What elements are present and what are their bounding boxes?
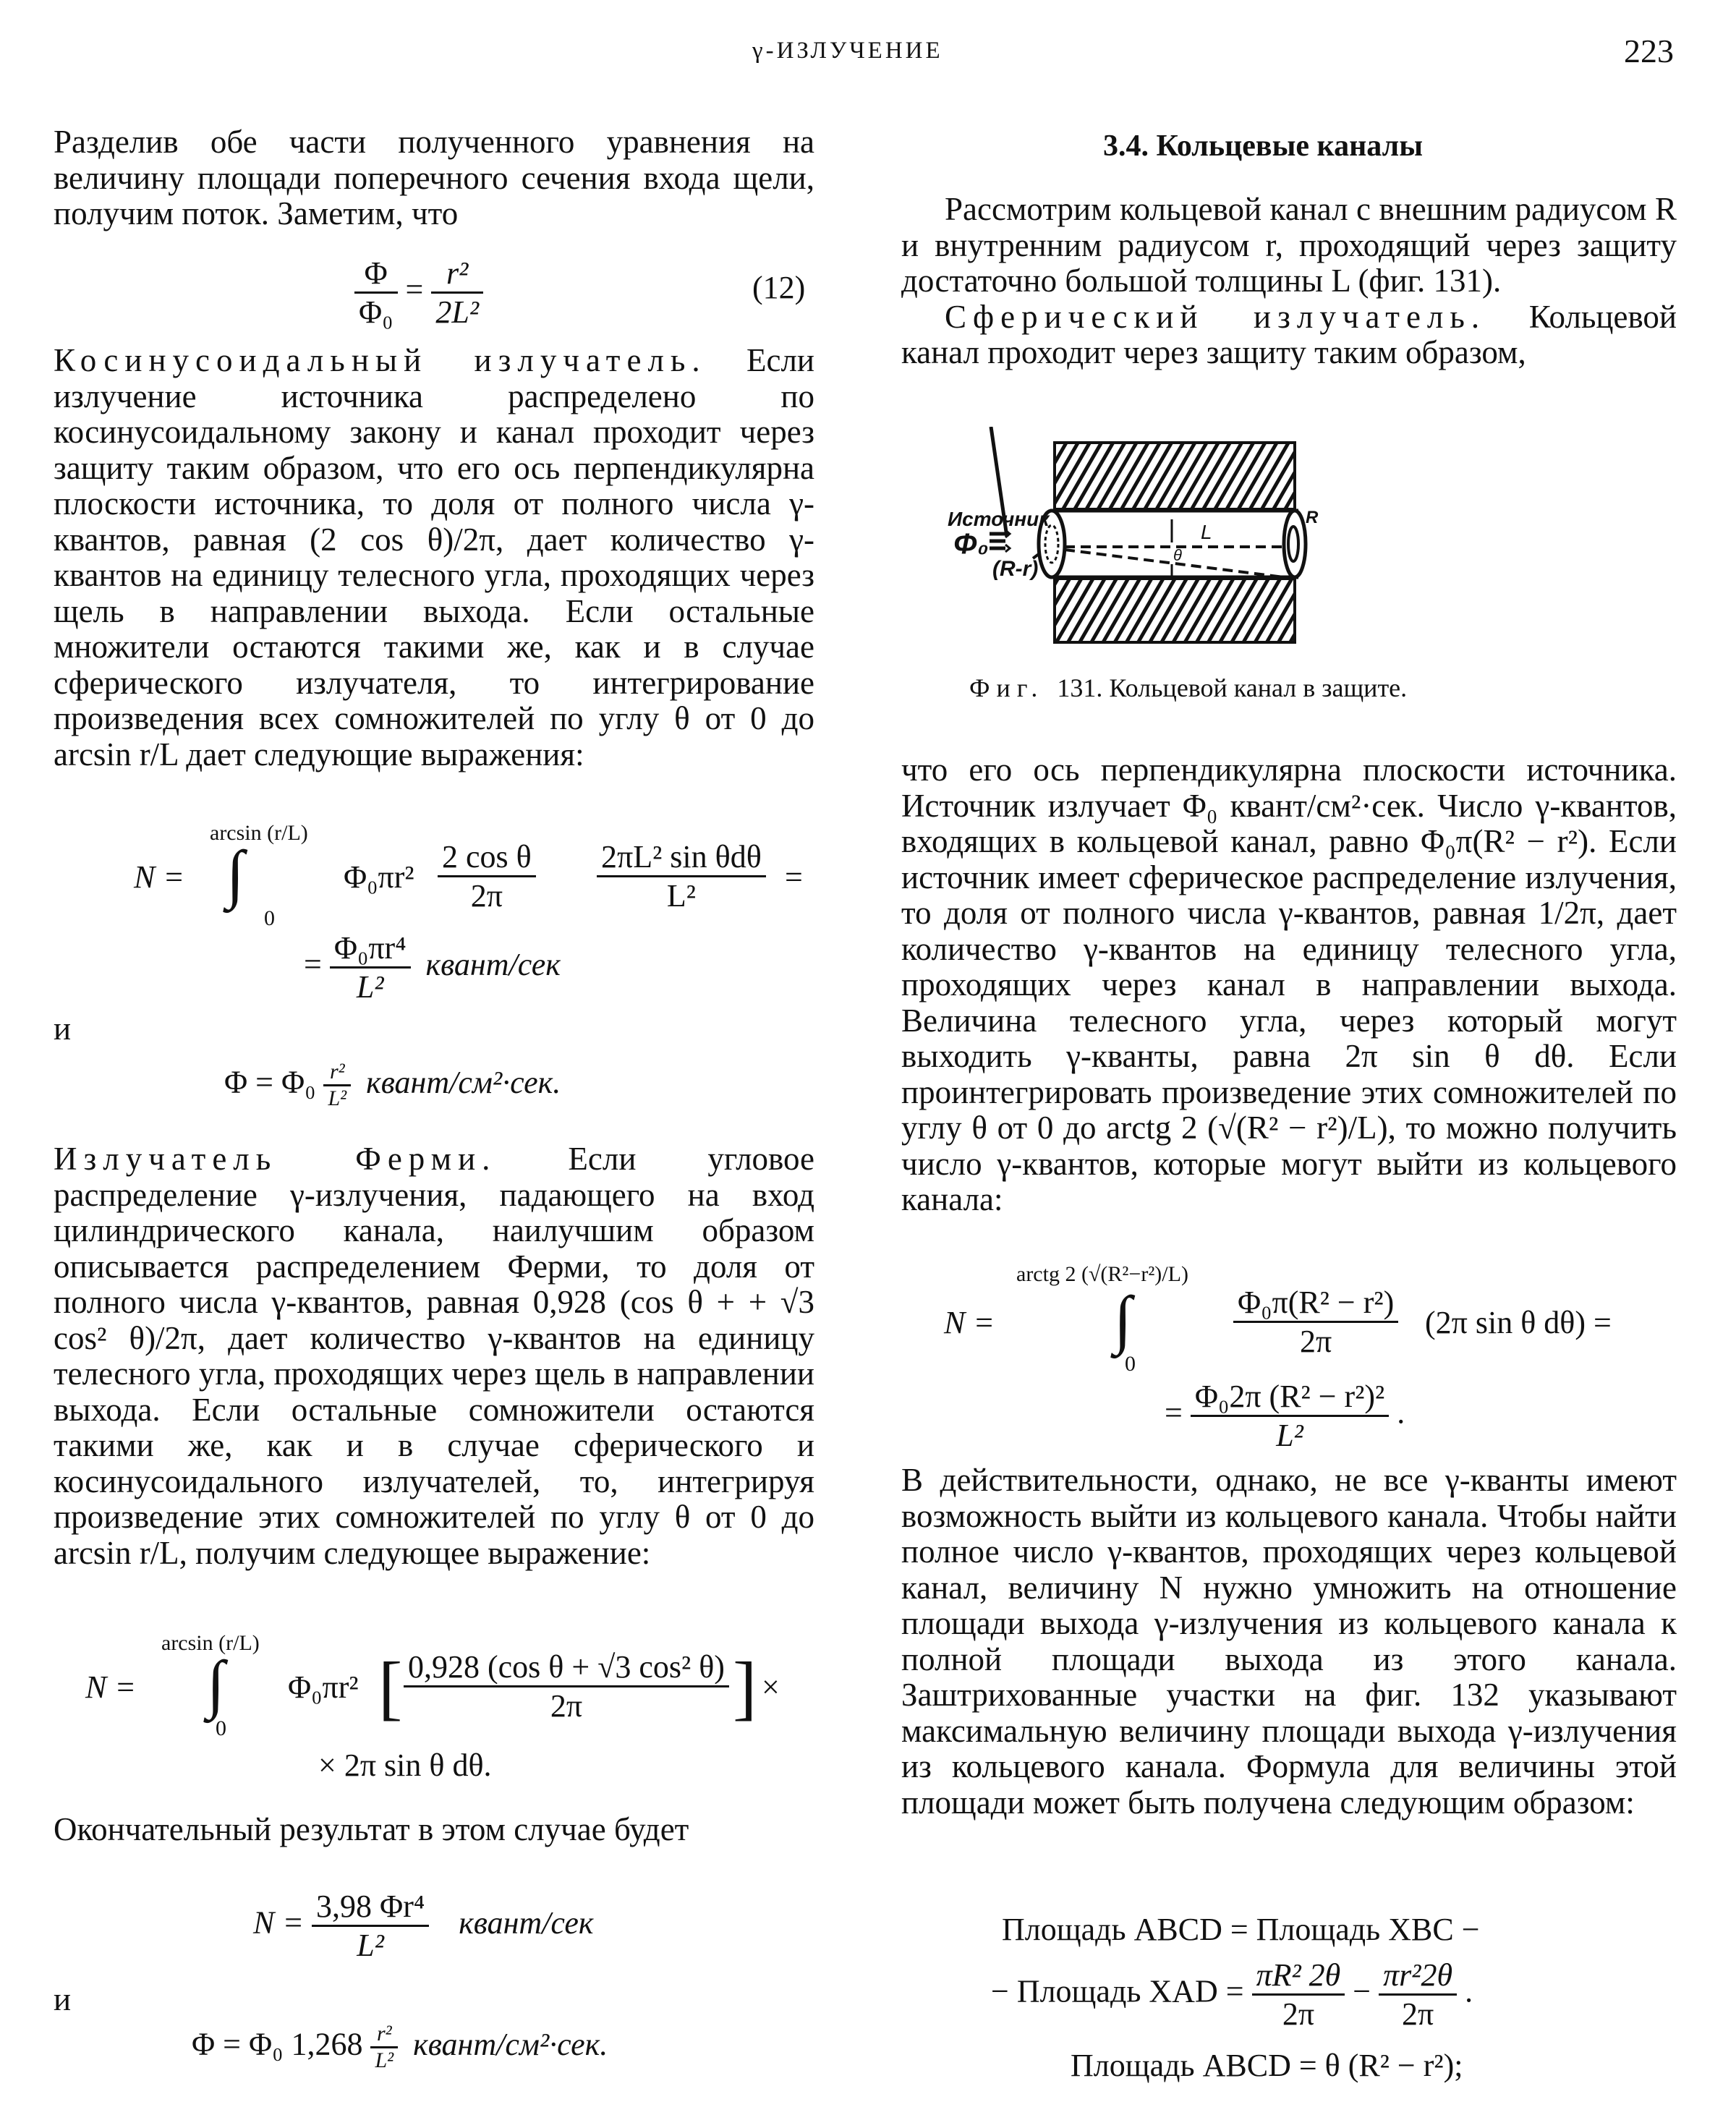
paragraph-intro: Разделив обе части полученного уравнения на величину площади поперечного сечения входа щели, получим поток. Заметим, что <box>54 124 814 231</box>
label-r-minus-r: (R-r) <box>992 557 1039 581</box>
running-header: γ-ИЗЛУЧЕНИЕ <box>752 38 943 64</box>
paragraph-annular-intro: Рассмотрим кольцевой канал с внешним радиусом R и внутренним радиусом r, проходящий через защиту достаточно большой толщины L (фиг. 131). <box>901 191 1677 299</box>
label-source: Источник <box>948 508 1050 530</box>
label-theta: θ <box>1173 546 1182 564</box>
paragraph-final-result: Окончательный результат в этом случае будет <box>54 1811 689 1847</box>
conjunction: и <box>54 1981 72 2017</box>
annular-channel-diagram <box>933 427 1620 665</box>
paragraph-cosine-emitter: Косинусоидальный излучатель. Если излучение источника распределено по косинусоидальному закону и канал проходит через защиту таким образом, что его ось перпендикулярна плоскости источника, то доля от полного числа γ-квантов, равная (2 cos θ)/2π, дает количество γ-квантов на единицу телесного угла, проходящих через щель в направлении выхода. Если остальные множители остаются такими же, как и в случае сферического излучателя, то интегрирование произведения всех сомножителей по углу θ от 0 до arcsin r/L дает следующие выражения: <box>54 342 814 772</box>
equation-12: $\frac{\Phi}{\text{Φ₀}}$ = $\frac{\text{r²}}{\text{2L²}}$ <box>354 255 483 331</box>
integral-fermi: N = arcsin (r/L) ∫ 0 Φ₀πr² [ $\frac{\text{0,928 (cos θ + √3 cos² θ)}}{2\pi}$ ] × <box>85 1631 780 1740</box>
integral-annular: N = arctg 2 (√(R²−r²)/L) ∫ 0 $\frac{\text{Φ₀π(R² − r²)}}{2\pi}$ (2π sin θ dθ) = <box>944 1262 1612 1376</box>
area-formula-line3: Площадь ABCD = θ (R² − r²); <box>1071 2048 1463 2083</box>
integral-cosine: N = arcsin (r/L) ∫ 0 Φ₀πr² $\frac{\text{2 cos θ}}{2\pi}$ 2πL² sin θdθ L² = <box>134 821 803 930</box>
flux-fermi: Φ = Φ₀ 1,268 $\frac{\text{r²}}{\text{L²}}$ квант/см²·сек. <box>192 2022 608 2072</box>
figure-caption: Фиг. 131. Кольцевой канал в защите. <box>969 673 1408 702</box>
label-R: R <box>1306 508 1319 527</box>
label-L: L <box>1201 521 1212 543</box>
flux-cosine: Φ = Φ₀ $\frac{\text{r²}}{\text{L²}}$ квант/см²·сек. <box>224 1060 561 1110</box>
integral-annular-result: = $\frac{\text{Φ₀2π (R² − r²)²}}{\text{L²}}$ . <box>1165 1379 1405 1453</box>
paragraph-spherical-derivation: что его ось перпендикулярна плоскости источника. Источник излучает Φ₀ квант/см²·сек. Число γ-квантов, входящих в кольцевой канал, равно Φ₀π(R² − r²). Если источник имеет сферическое распределение излучения, то доля от полного числа γ-квантов, равная 1/2π, дает количество γ-квантов на единицу телесного угла, проходящих через канал в направлении выхода. Величина телесного угла, через который могут выходить γ-кванты, равна 2π sin θ dθ. Если проинтегрировать произведение этих сомножителей по углу θ от 0 до arctg 2 (√(R² − r²)/L), то можно получить число γ-квантов, которые могут выйти из кольцевого канала: <box>901 752 1677 1217</box>
area-formula-line2: − Площадь XAD = $\frac{\text{πR² 2θ}}{2\pi}$ − $\frac{\text{πr²2θ}}{2\pi}$ . <box>991 1957 1473 2032</box>
integral-fermi-continuation: × 2π sin θ dθ. <box>318 1748 492 1783</box>
paragraph-fermi-emitter: Излучатель Ферми. Если угловое распределение γ-излучения, падающего на вход цилиндрического канала, наилучшим образом описывается распределением Ферми, то доля от полного числа γ-квантов, равная 0,928 (cos θ + + √3 cos² θ)/2π, дает количество γ-квантов на единицу телесного угла, проходящих через щель в направлении выхода. Если остальные сомножители остаются такими же, как и в случае сферического и косинусоидального излучателей, то, интегрируя произведение этих сомножителей по углу θ от 0 до arcsin r/L, получим следующее выражение: <box>54 1141 814 1571</box>
section-heading: 3.4. Кольцевые каналы <box>1103 129 1424 163</box>
paragraph-spherical-emitter: Сферический излучатель. Кольцевой канал проходит через защиту таким образом, <box>901 298 1677 370</box>
figure-131 <box>933 427 1620 716</box>
area-formula-line1: Площадь ABCD = Площадь XBC − <box>1002 1912 1480 1947</box>
page-number: 223 <box>1624 33 1674 69</box>
label-phi0: Φ₀ <box>953 528 989 560</box>
result-N-fermi: N = $\frac{\text{3,98 Φr⁴}}{\text{L²}}$ квант/сек <box>253 1889 594 1963</box>
conjunction: и <box>54 1010 72 1047</box>
integral-cosine-result: = $\frac{\text{Φ₀πr⁴}}{\text{L²}}$ квант/сек <box>304 930 561 1005</box>
equation-label: (12) <box>752 270 806 305</box>
paragraph-exit-area: В действительности, однако, не все γ-кванты имеют возможность выйти из кольцевого канала. Чтобы найти полное число γ-квантов, проходящих через кольцевой канал, величину N нужно умножить на отношение площади выхода γ-излучения из кольцевого канала к полной площади выхода из этого канала. Заштрихованные участки на фиг. 132 указывают максимальную величину площади выхода γ-излучения из кольцевого канала. Формула для величины этой площади может быть получена следующим образом: <box>901 1462 1677 1821</box>
